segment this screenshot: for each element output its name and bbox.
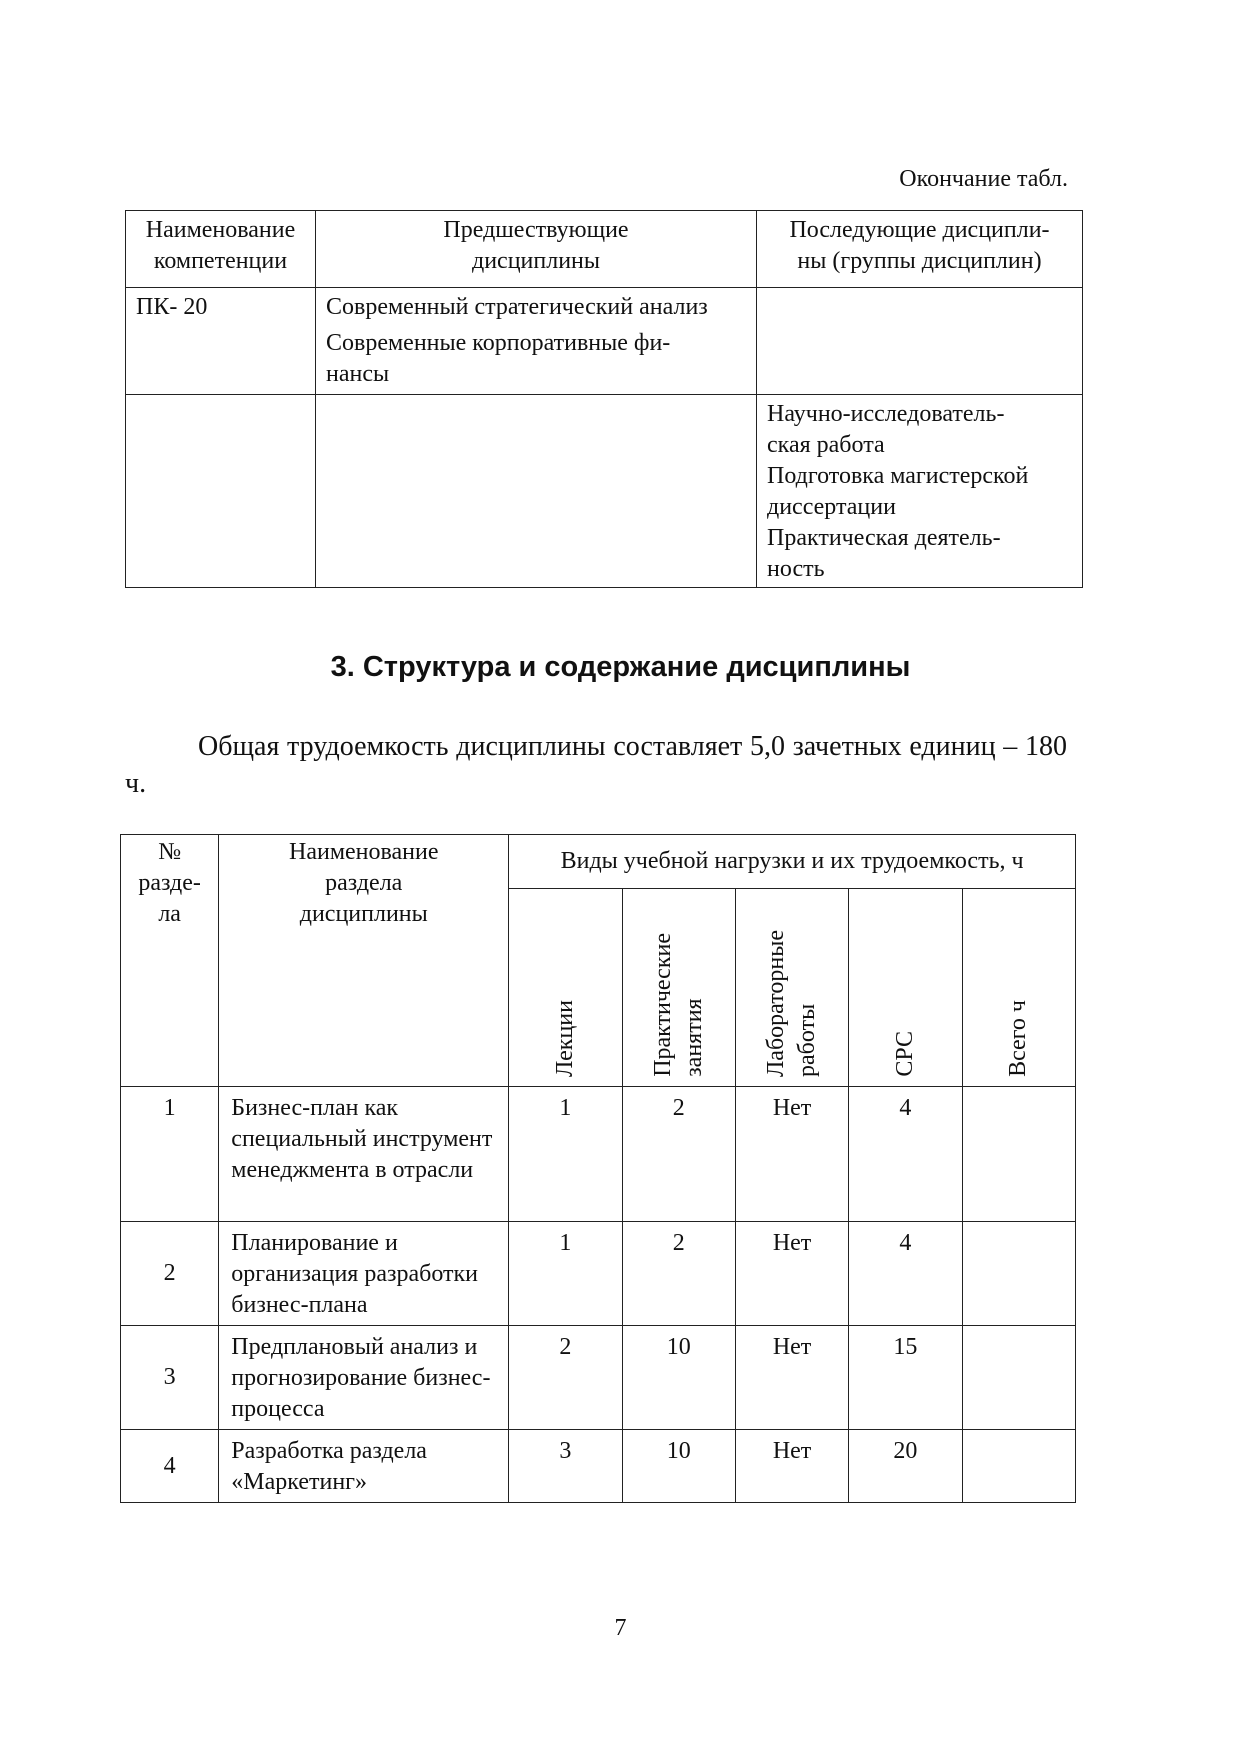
section-title: 3. Структура и содержание дисциплины — [330, 651, 911, 683]
following-list — [757, 288, 1083, 395]
header-text: Последующие дисципли- — [789, 217, 1050, 243]
intro-paragraph: Общая трудоемкость дисциплины составляет 5,0 зачетных единиц – 180 ч. — [125, 731, 1067, 799]
total-cell — [962, 1222, 1075, 1326]
header-text: Лекции — [551, 1000, 578, 1077]
section-name: Предплановый анализ и прогнозирование бизнес-процесса — [219, 1326, 509, 1430]
header-text: компетенции — [153, 248, 288, 274]
header-text: Предшествующие — [443, 217, 629, 243]
list-item: Подготовка магистерской — [767, 463, 1029, 489]
header-text: ла — [158, 901, 181, 927]
list-item: нансы — [326, 361, 390, 387]
section-name: Планирование и организация разработки бизнес-плана — [219, 1222, 509, 1326]
section-name: Бизнес-план как специальный инструмент менеджмента в отрасли — [219, 1087, 509, 1222]
preceding-list — [316, 288, 757, 395]
practice-cell: 2 — [622, 1087, 735, 1222]
practice-cell: 10 — [622, 1326, 735, 1430]
total-cell — [962, 1326, 1075, 1430]
labs-cell: Нет — [735, 1087, 848, 1222]
header-text: Практические занятия — [649, 933, 707, 1077]
competence-code: ПК- 20 — [126, 288, 316, 395]
page-number: 7 — [614, 1615, 627, 1641]
srs-cell: 15 — [849, 1326, 962, 1430]
total-cell — [962, 1430, 1075, 1503]
list-item: Научно-исследователь- — [767, 401, 1005, 427]
section-number: 3 — [121, 1326, 219, 1430]
labs-cell: Нет — [735, 1326, 848, 1430]
total-cell — [962, 1087, 1075, 1222]
header-text: ны (группы дисциплин) — [797, 248, 1042, 274]
header-practice — [622, 889, 735, 1087]
table-header-row — [126, 211, 1083, 288]
labs-cell: Нет — [735, 1430, 848, 1503]
list-item: Современные корпоративные фи- — [326, 330, 671, 356]
lectures-cell: 3 — [509, 1430, 622, 1503]
lectures-cell: 1 — [509, 1222, 622, 1326]
following-list — [757, 395, 1083, 588]
srs-cell: 4 — [849, 1222, 962, 1326]
practice-cell: 2 — [622, 1222, 735, 1326]
table-row — [121, 1222, 1076, 1326]
table-row — [126, 395, 1083, 588]
header-srs — [849, 889, 962, 1087]
header-text: Лабораторные работы — [763, 930, 821, 1077]
section-number: 2 — [121, 1222, 219, 1326]
header-text: Наименование — [288, 839, 439, 865]
header-lectures — [509, 889, 622, 1087]
table-header-row — [121, 835, 1076, 889]
table-row — [121, 1430, 1076, 1503]
table-row — [121, 1326, 1076, 1430]
header-text: разде- — [138, 870, 201, 896]
header-section-name — [219, 835, 509, 1087]
header-text: СРС — [891, 1031, 918, 1077]
preceding-list — [316, 395, 757, 588]
section-number: 1 — [121, 1087, 219, 1222]
header-section-number — [121, 835, 219, 1087]
competence-code — [126, 395, 316, 588]
header-text: № — [158, 839, 182, 865]
header-text: Наименование — [145, 217, 296, 243]
practice-cell: 10 — [622, 1430, 735, 1503]
header-following — [757, 211, 1083, 288]
list-item: ность — [767, 556, 825, 582]
srs-cell: 20 — [849, 1430, 962, 1503]
header-total — [962, 889, 1075, 1087]
competence-table — [125, 210, 1083, 588]
header-text: дисциплины — [299, 901, 428, 927]
workload-table — [120, 834, 1076, 1503]
labs-cell: Нет — [735, 1222, 848, 1326]
srs-cell: 4 — [849, 1087, 962, 1222]
list-item: ская работа — [767, 432, 885, 458]
table-row — [121, 1087, 1076, 1222]
header-competence-name — [126, 211, 316, 288]
header-preceding — [316, 211, 757, 288]
list-item: диссертации — [767, 494, 896, 520]
header-workload-types: Виды учебной нагрузки и их трудоемкость, ч — [509, 835, 1076, 889]
table-caption: Окончание табл. — [899, 166, 1068, 192]
header-text: раздела — [325, 870, 403, 896]
lectures-cell: 2 — [509, 1326, 622, 1430]
lectures-cell: 1 — [509, 1087, 622, 1222]
section-name: Разработка раздела «Маркетинг» — [219, 1430, 509, 1503]
header-text: дисциплины — [471, 248, 601, 274]
header-text: Всего ч — [1005, 1000, 1032, 1077]
section-number: 4 — [121, 1430, 219, 1503]
list-item: Современный стратегический анализ — [326, 294, 708, 320]
header-labs — [735, 889, 848, 1087]
table-row — [126, 288, 1083, 395]
list-item: Практическая деятель- — [767, 525, 1001, 551]
